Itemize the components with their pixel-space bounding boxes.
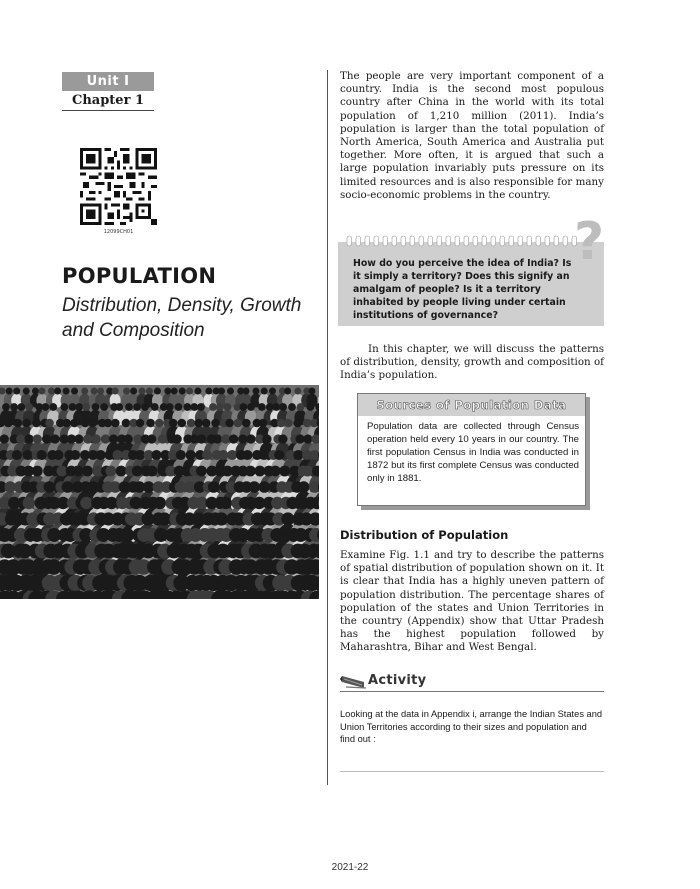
unit-label: Unit I [62,72,154,91]
distribution-heading: Distribution of Population [340,528,509,542]
chapter-label: Chapter 1 [62,92,154,111]
qr-code-caption: 12099CH01 [103,229,134,235]
activity-text: Looking at the data in Appendix i, arrange the Indian States and Union Territories according to their sizes and population and find out : [340,709,603,744]
footer-year: 2021-22 [331,862,369,873]
chapter-intro: In this chapter, we will discuss the patterns of distribution, density, growth and composition of India’s population. [340,343,604,382]
intro-paragraph: The people are very important component of a country. India is the second most populous country after China in the world with its total population of 1,210 million (2011). India’s population is larger than the total population of North America, South America and Australia put together. More often, it is argued that such a large population invariably puts pressure on its limited resources and is also responsible for many socio-economic problems in the country. [340,70,604,201]
column-divider [327,70,328,785]
question-mark-icon: ? [574,212,605,272]
question-text: How do you perceive the idea of India? Is it simply a territory? Does this signify an amalgam of people? Is it a territory inhabited by people living under certain institutions of governance? [353,258,572,321]
distribution-body: Examine Fig. 1.1 and try to describe the patterns of spatial distribution of population shown on it. It is clear that India has a highly uneven pattern of population distribution. The percentage shares of population of the states and Union Territories in the country (Appendix) show that Uttar Pradesh has the highest population followed by Maharashtra, Bihar and West Bengal. [340,549,604,654]
activity-bottom-rule [340,771,604,772]
activity-rule [340,691,604,692]
crowd-photo [0,385,319,599]
page-title: POPULATION [62,264,217,288]
bead-border-icon [346,235,582,247]
sources-body: Population data are collected through Census operation held every 10 years in our country. The first population Census in India was conducted in 1872 but its first complete Census was conducted only in 1881. [367,421,579,484]
page-subtitle: Distribution, Density, Growth and Composition [62,295,302,341]
qr-code-icon[interactable] [80,148,157,225]
sources-heading: Sources of Population Data [358,394,585,416]
activity-label: Activity [368,673,427,688]
sources-box [357,393,586,506]
